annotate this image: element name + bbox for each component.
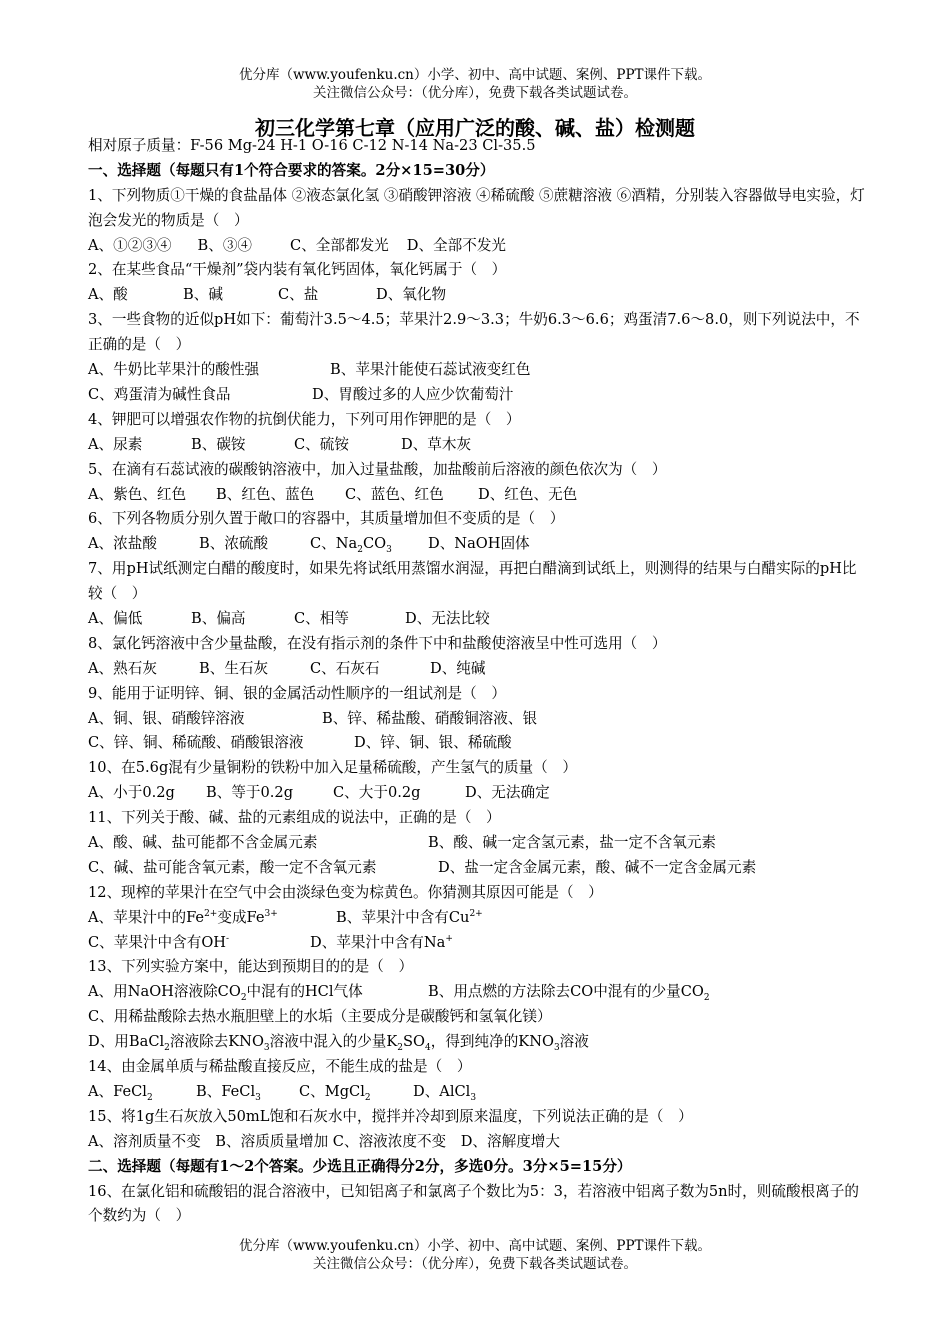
question-3: 3、一些食物的近似pH如下：葡萄汁3.5～4.5；苹果汁2.9～3.3；牛奶6.3～6.6；鸡蛋清7.6～8.0，则下列说法中，不正确的是（ ）	[88, 311, 860, 354]
option-c: C、锌、铜、稀硫酸、硝酸银溶液	[88, 734, 304, 752]
question-10-options	[88, 781, 868, 806]
option-c: C、苹果汁中含有OH-	[88, 933, 230, 951]
question-2: 2、在某些食品“干燥剂”袋内装有氧化钙固体，氧化钙属于（ ）	[88, 261, 507, 279]
option-d: D、AlCl$_3$	[413, 1082, 477, 1103]
question-11-options-cd	[88, 856, 868, 881]
option-a: A、酸	[88, 286, 128, 304]
option-d: D、盐一定含金属元素，酸、碱不一定含金属元素	[438, 858, 757, 876]
option-d: D、纯碱	[430, 659, 486, 677]
option-b: B、红色、蓝色	[216, 485, 315, 503]
question-8-options	[88, 657, 868, 682]
option-a: A、牛奶比苹果汁的酸性强	[88, 361, 260, 379]
option-b: B、碳铵	[191, 435, 246, 453]
option-a: A、苹果汁中的$Fe^{2+}$变成$Fe^{3+}$	[88, 908, 278, 926]
question-11: 11、下列关于酸、碱、盐的元素组成的说法中，正确的是（ ）	[88, 809, 501, 827]
question-1: 1、下列物质①干燥的食盐晶体 ②液态氯化氢 ③硝酸钾溶液 ④稀硫酸 ⑤蔗糖溶液 ⑥酒精，分别装入容器做导电实验，灯泡会发光的物质是（ ）	[88, 186, 865, 229]
option-c: C、蓝色、红色	[345, 485, 444, 503]
option-a: A、熟石灰	[88, 659, 157, 677]
option-d: D、锌、铜、银、稀硫酸	[354, 734, 512, 752]
question-3-options-ab	[88, 358, 868, 383]
option-a: A、尿素	[88, 435, 143, 453]
option-d: D、草木灰	[401, 435, 472, 453]
question-10: 10、在5.6g混有少量铜粉的铁粉中加入足量稀硫酸，产生氢气的质量（ ）	[88, 759, 577, 777]
question-12-options-ab	[88, 906, 868, 931]
header-line-1: 优分库（www.youfenku.cn）小学、初中、高中试题、案例、PPT课件下载。	[238, 67, 712, 83]
question-9-options-ab	[88, 707, 868, 732]
question-7: 7、用pH试纸测定白醋的酸度时，如果先将试纸用蒸馏水润湿，再把白醋滴到试纸上，则测得的结果与白醋实际的pH比较（ ）	[88, 560, 857, 603]
exam-body	[88, 134, 868, 1229]
question-16: 16、在氯化铝和硫酸铝的混合溶液中，已知铝离子和氯离子个数比为5：3，若溶液中铝离子数为5n时，则硫酸根离子的个数约为（ ）	[88, 1182, 859, 1225]
question-6-options	[88, 532, 868, 557]
question-13-options-ab	[88, 980, 868, 1005]
section-1-heading: 一、选择题（每题只有1个符合要求的答案。2分×15=30分）	[88, 161, 495, 179]
option-b: B、苹果汁中含有$Cu^{2+}$	[336, 908, 483, 926]
question-9-options-cd	[88, 731, 868, 756]
option-d: D、氧化物	[376, 286, 447, 304]
footer-line-1: 优分库（www.youfenku.cn）小学、初中、高中试题、案例、PPT课件下载。	[238, 1238, 712, 1254]
option-c: C、$Na_2CO_3$	[310, 535, 392, 556]
question-13-option-d: D、用BaCl$_2$溶液除去$KNO_3$溶液中混入的少量$K_2SO_4$，得到纯净的$KNO_3$溶液	[88, 1033, 589, 1054]
option-b: B、酸、碱一定含氢元素，盐一定不含氧元素	[428, 834, 717, 852]
option-c: C、碱、盐可能含氧元素，酸一定不含氧元素	[88, 858, 377, 876]
option-c: C、石灰石	[310, 659, 380, 677]
option-d: D、胃酸过多的人应少饮葡萄汁	[312, 385, 514, 403]
option-b: B、锌、稀盐酸、硝酸铜溶液、银	[322, 709, 538, 727]
option-b: B、碱	[183, 286, 223, 304]
option-b: B、用点燃的方法除去CO中混有的少量$CO_2$	[428, 983, 710, 1004]
question-7-options	[88, 607, 868, 632]
question-8: 8、氯化钙溶液中含少量盐酸，在没有指示剂的条件下中和盐酸使溶液呈中性可选用（ ）	[88, 634, 667, 652]
section-2-heading: 二、选择题（每题有1～2个答案。少选且正确得分2分，多选0分。3分×5=15分）	[88, 1157, 632, 1175]
question-12-options-cd	[88, 931, 868, 956]
option-b: B、苹果汁能使石蕊试液变红色	[330, 361, 531, 379]
option-d: D、无法确定	[465, 784, 550, 802]
question-9: 9、能用于证明锌、铜、银的金属活动性顺序的一组试剂是（ ）	[88, 684, 506, 702]
option-d: D、苹果汁中含有Na+	[310, 933, 453, 951]
option-c: C、相等	[294, 610, 349, 628]
option-a: A、铜、银、硝酸锌溶液	[88, 709, 245, 727]
question-6: 6、下列各物质分别久置于敞口的容器中，其质量增加但不变质的是（ ）	[88, 510, 565, 528]
option-a: A、紫色、红色	[88, 485, 187, 503]
option-a: A、用NaOH溶液除$CO_2$中混有的HCl气体	[88, 983, 363, 1004]
question-11-options-ab	[88, 831, 868, 856]
option-b: B、偏高	[191, 610, 246, 628]
question-13-option-c: C、用稀盐酸除去热水瓶胆壁上的水垢（主要成分是碳酸钙和氢氧化镁）	[88, 1008, 552, 1026]
option-a: A、酸、碱、盐可能都不含金属元素	[88, 834, 318, 852]
question-12: 12、现榨的苹果汁在空气中会由淡绿色变为棕黄色。你猜测其原因可能是（ ）	[88, 883, 603, 901]
question-1-options	[88, 234, 868, 259]
question-14: 14、由金属单质与稀盐酸直接反应，不能生成的盐是（ ）	[88, 1058, 472, 1076]
footer-line-2: 关注微信公众号：（优分库），免费下载各类试题试卷。	[313, 1256, 637, 1272]
question-3-options-cd	[88, 383, 868, 408]
option-c: C、硫铵	[294, 435, 349, 453]
header-line-2: 关注微信公众号：（优分库），免费下载各类试题试卷。	[313, 85, 637, 101]
option-a: A、①②③④	[88, 236, 172, 254]
option-a: A、小于0.2g	[88, 784, 175, 802]
option-d: D、红色、无色	[478, 485, 578, 503]
option-b: B、浓硫酸	[199, 535, 269, 553]
option-d: D、无法比较	[405, 610, 490, 628]
question-14-options	[88, 1080, 868, 1105]
question-5: 5、在滴有石蕊试液的碳酸钠溶液中，加入过量盐酸，加盐酸前后溶液的颜色依次为（ ）	[88, 460, 667, 478]
option-b: B、FeCl$_3$	[196, 1082, 261, 1103]
question-4: 4、钾肥可以增强农作物的抗倒伏能力，下列可用作钾肥的是（ ）	[88, 410, 521, 428]
option-a: A、FeCl$_2$	[88, 1082, 153, 1103]
question-13: 13、下列实验方案中，能达到预期目的的是（ ）	[88, 958, 414, 976]
option-c: C、MgCl$_2$	[299, 1082, 371, 1103]
option-c: C、全部都发光	[290, 236, 389, 254]
question-4-options	[88, 433, 868, 458]
option-b: B、③④	[197, 236, 253, 254]
atomic-masses: 相对原子质量：F-56 Mg-24 H-1 O-16 C-12 N-14 Na-23 Cl-35.5	[88, 137, 536, 154]
option-c: C、大于0.2g	[333, 784, 421, 802]
question-15: 15、将1g生石灰放入50mL饱和石灰水中，搅拌并冷却到原来温度，下列说法正确的是（ ）	[88, 1107, 693, 1125]
option-c: C、鸡蛋清为碱性食品	[88, 385, 231, 403]
question-15-options: A、溶剂质量不变 B、溶质质量增加 C、溶液浓度不变 D、溶解度增大	[88, 1132, 560, 1150]
question-2-options	[88, 283, 868, 308]
page-title: 初三化学第七章（应用广泛的酸、碱、盐）检测题	[255, 116, 695, 140]
option-d: D、NaOH固体	[428, 535, 530, 553]
option-b: B、生石灰	[199, 659, 269, 677]
option-d: D、全部不发光	[406, 236, 507, 254]
option-a: A、偏低	[88, 610, 143, 628]
question-5-options	[88, 483, 868, 508]
option-b: B、等于0.2g	[206, 784, 294, 802]
option-c: C、盐	[278, 286, 319, 304]
option-a: A、浓盐酸	[88, 535, 157, 553]
